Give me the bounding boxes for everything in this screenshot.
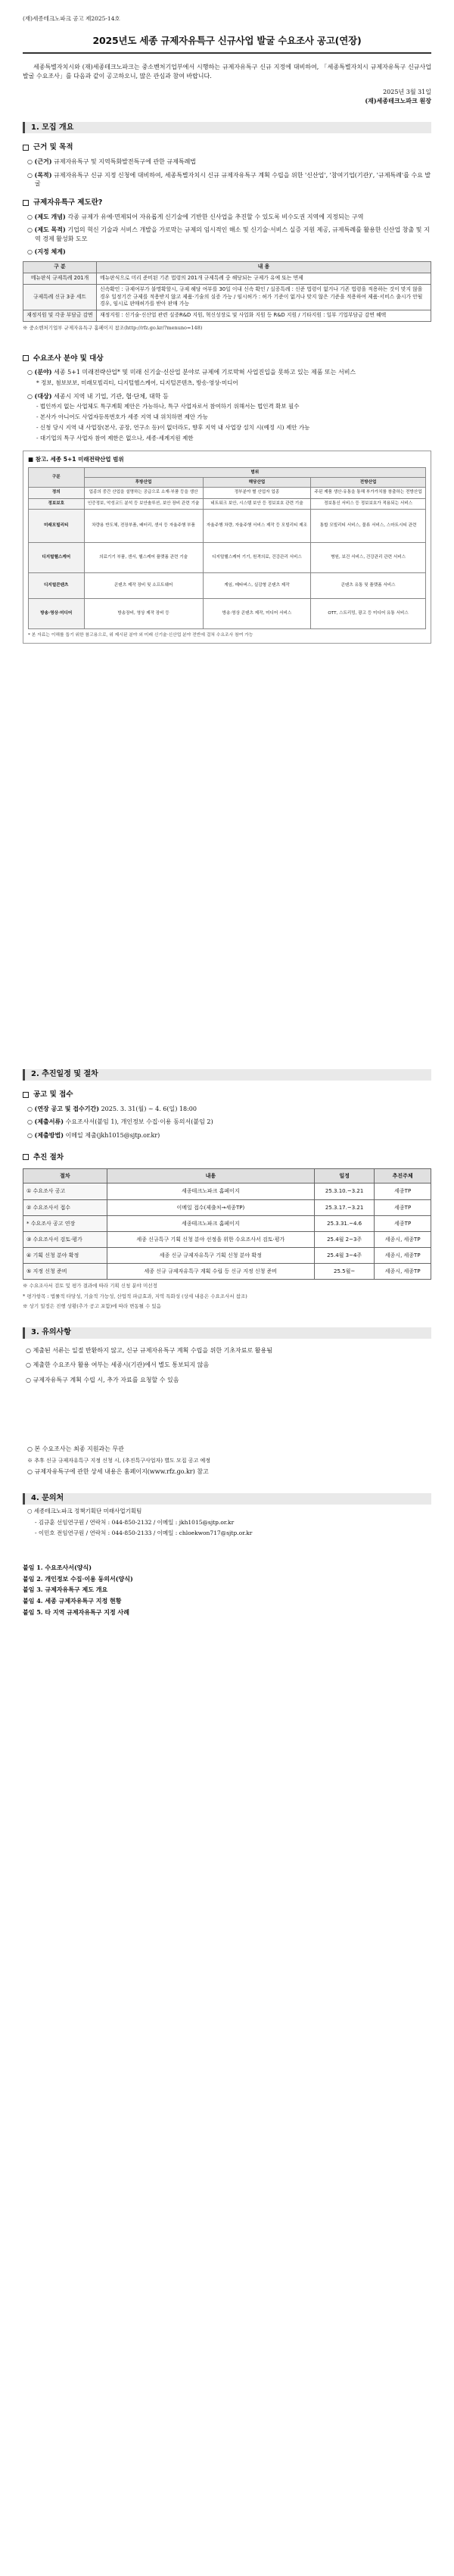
table-source-note: ※ 중소벤처기업부 규제자유특구 홈페이지 참조(http://rfz.go.kr/?menuno=148) (23, 325, 203, 332)
industry-reference-box: ■ 참고. 세종 5+1 미래전략산업 범위 구분 범위 후방산업 해당산업 전방산업 정의 업종의 중간 산업을 설명하는 공급으로 소재·부품 등을 생산 정부분야 별 산업자 업종 주된 제품 생산·유통을 통해 부가가치를 창출하는 전방산업 정보보호 인증정보, 악성코드 분석 등 보안솔루션, 보안 장비 관련 기술 네트워크 보안, 시스템 보안 등 정보보호 관련 기술 정보통신 서비스 등 정보보호가 적용되는 서비스 미래모빌리티 차량용 반도체, 전장부품, 배터리, 센서 등 자율주행 부품 자율주행 차량, 자율주행 서비스 제작 등 모빌리티 제조 통합 모빌리티 서비스, 물류 서비스, 스마트시티 관련 디지털헬스케어 의료기기 부품, 센서, 헬스케어 플랫폼 관련 기술 디지털헬스케어 기기, 원격의료, 건강관리 서비스 병원, 보건 서비스, 건강관리 관련 서비스 디지털콘텐츠 콘텐츠 제작 장비 및 소프트웨어 게임, 메타버스, 실감형 콘텐츠 제작 콘텐츠 유통 및 플랫폼 서비스 방송·영상·미디어 방송장비, 영상 제작 장비 등 방송·영상 콘텐츠 제작, 미디어 서비스 OTT, 스트리밍, 광고 등 미디어 유통 서비스 * 본 자료는 이해를 돕기 위한 참고용으로, 위 제시된 분야 외 미래 신기술·신산업 분야 전반에 걸쳐 수요조사 참여 가능 (23, 451, 431, 644)
procedure-note: * 평가항목 : 법률적 타당성, 기술적 가능성, 산업적 파급효과, 지역 특화성 (상세 내용은 수요조사서 참조) (23, 1293, 247, 1299)
table-row: ④ 기획 신청 분야 확정 세종 신규 규제자유특구 기획 신청 분야 확정 25.4월 3~4주 세종시, 세종TP (23, 1248, 431, 1264)
attachment-item[interactable]: 붙임 3. 규제자유특구 제도 개요 (23, 1586, 108, 1594)
attachments-list (23, 1564, 431, 1617)
attachment-item[interactable]: 붙임 1. 수요조사서(양식) (23, 1564, 92, 1572)
list-item: ○ (지정 체계) (27, 248, 66, 256)
table-row: 디지털콘텐츠 콘텐츠 제작 장비 및 소프트웨어 게임, 메타버스, 실감형 콘텐츠 제작 콘텐츠 유통 및 플랫폼 서비스 (29, 573, 426, 599)
demand-subheading: 수요조사 분야 및 대상 (23, 354, 431, 364)
definition-subheading: 규제자유특구 제도란? (23, 198, 431, 208)
list-item: ○ 규제자유특구 계획 수립 시, 추가 자료를 요청할 수 있음 (26, 1376, 179, 1383)
table-row: 정의 업종의 중간 산업을 설명하는 공급으로 소재·부품 등을 생산 정부분야 별 산업자 업종 주된 제품 생산·유통을 통해 부가가치를 창출하는 전방산업 (29, 487, 426, 498)
procedure-subheading: 추진 절차 (23, 1152, 431, 1163)
table-row: 규제특례 신규 3종 세트 신속확인 : 규제여부가 불명확할시, 규제 해당 여부를 30일 이내 신속 확인 / 실증특례 : 신준 법령이 없거나 기존 법령을 적용하는 것이 맞지 않을 경우 일정기간 규제를 적용받지 않고 제품·기술의 실증 가능 / 임시허가 : 허가 기준이 없거나 맞지 않은 기준을 적용하여 제품·서비스 출시가 안될 경우, 임시로 판매허가를 받아 판매 가능 (23, 284, 431, 310)
procedure-note: ※ 수요조사서 검토 및 평가 결과에 따라 기획 신청 분야 미선정 (23, 1283, 157, 1290)
list-item: ○ (분야) 세종 5+1 미래전략산업* 및 미래 신기술·신산업 분야로 규제에 기로막혀 사업진입을 못하고 있는 제품 또는 서비스 (27, 368, 356, 376)
table-row: ⑤ 지정 신청 준비 세종 신규 규제자유특구 계획 수립 등 신규 지정 신청 준비 25.5월~ 세종시, 세종TP (23, 1264, 431, 1280)
list-subitem: * 정보, 첨보보보, 미래모빌리티, 디지털헬스케어, 디지털콘텐츠, 방송·영상·미디어 (36, 379, 238, 386)
section-3-heading: 3. 유의사항 (23, 1327, 431, 1339)
table-row: 메뉴판식 규제특례 201개 메뉴판식으로 미리 준비된 기존 법령의 201개 규제특례 중 해당되는 규제가 유예 또는 면제 (23, 273, 431, 284)
list-subitem: - 본사가 아니어도 사업자등록번호가 세종 지역 내 위치하면 제안 가능 (36, 413, 208, 421)
system-table: 구 분 내 용 메뉴판식 규제특례 201개 메뉴판식으로 미리 준비된 기존 법령의 201개 규제특례 중 해당되는 규제가 유예 또는 면제 규제특례 신규 3종 세트 신속확인 : 규제여부가 불명확할시, 규제 해당 여부를 30일 이내 신속 확인 / 실증특례 : 신준 법령이 없거나 기존 법령을 적용하는 것이 맞지 않을 경우 일정기간 규제를 적용받지 않고 제품·기술의 실증 가능 / 임시허가 : 허가 기준이 없거나 맞지 않은 기준을 적용하여 제품·서비스 출시가 안될 경우, 임시로 판매허가를 받아 판매 가능 재정지원 및 각종 부담금 감면 재정지원 : 신기술·신산업 관련 실증R&D 지원, 혁신성장로 및 사업화 지원 등 R&D 지원 / 기타지원 : 일부 기업부담금 감면 혜택 (23, 261, 431, 322)
doc-number: (재)세종테크노파크 공고 제2025-14호 (23, 15, 120, 22)
issuing-org: (재)세종테크노파크 원장 (365, 96, 431, 104)
table-row: * 수요조사 공고 연장 세종테크노파크 홈페이지 25.3.31.~4.6 세종TP (23, 1215, 431, 1231)
box-footnote: * 본 자료는 이해를 돕기 위한 참고용으로, 위 제시된 분야 외 미래 신기술·신산업 분야 전반에 걸쳐 수요조사 참여 가능 (28, 633, 253, 638)
list-item: ○ 제출된 서류는 일절 반환하지 않고, 신규 규제자유특구 계획 수립을 위한 기초자료로 활용됨 (26, 1346, 272, 1354)
square-bullet-icon (23, 200, 29, 206)
table-row: 정보보호 인증정보, 악성코드 분석 등 보안솔루션, 보안 장비 관련 기술 네트워크 보안, 시스템 보안 등 정보보호 관련 기술 정보통신 서비스 등 정보보호가 적용되는 서비스 (29, 498, 426, 510)
square-bullet-icon (23, 355, 29, 361)
list-item: ○ (제출서류) 수요조사서(붙임 1), 개인정보 수집·이용 동의서(붙임 2) (27, 1118, 213, 1126)
announcement-date: 2025년 3월 31일 (383, 89, 431, 96)
section-1-heading: 1. 모집 개요 (23, 122, 431, 133)
list-item: - 김규훈 선임연구원 / 연락처 : 044-850-2132 / 이메일 : jkh1015@sjtp.or.kr (35, 1518, 235, 1526)
table-row: ② 수요조사서 접수 이메일 접수(제출처→세종TP) 25.3.17.~3.21 세종TP (23, 1199, 431, 1215)
attachment-item[interactable]: 붙임 2. 개인정보 수집·이용 동의서(양식) (23, 1574, 133, 1583)
list-item: ○ 규제자유특구에 관한 상세 내용은 홈페이지(www.rfz.go.kr) 참고 (27, 1468, 209, 1476)
apply-subheading: 공고 및 접수 (23, 1090, 431, 1100)
list-item: ○ (목적) 규제자유특구 신규 지정 신청에 대비하여, 세종특별자치시 신규 규제자유특구 계획 수립을 위한 '신산업', '참여기업(기관)', '규제특례'를 수요 발굴 (27, 170, 431, 188)
table-row: 재정지원 및 각종 부담금 감면 재정지원 : 신기술·신산업 관련 실증R&D 지원, 혁신성장로 및 사업화 지원 등 R&D 지원 / 기타지원 : 일부 기업부담금 감면 혜택 (23, 310, 431, 322)
list-item: ○ (대상) 세종시 지역 내 기업, 기관, 협·단체, 대학 등 (27, 391, 169, 400)
intro-paragraph: 세종특별자치시와 (재)세종테크노파크는 중소벤처기업부에서 시행하는 규제자유특구 신규 지정에 대비하여, 「세종특별자치시 규제자유특구 신규사업 발굴 수요조사」를 다음과 같이 공고하오니, 많은 관심과 참여 바랍니다. (23, 64, 431, 80)
list-item: ○ (제도 개념) 각종 규제가 유예·면제되어 자유롭게 신기술에 기반한 신사업을 추진할 수 있도록 비수도권 지역에 지정되는 구역 (27, 212, 364, 220)
list-item: ○ 본 수요조사는 최종 지원과는 무관 (27, 1445, 124, 1453)
list-subitem: - 대기업의 특구 사업자 참여 제한은 없으나, 세종·세계지원 제한 (36, 435, 194, 441)
section-4-heading: 4. 문의처 (23, 1493, 431, 1505)
list-item: ○ (제출방법) 이메일 제출(jkh1015@sjtp.or.kr) (27, 1131, 160, 1139)
contact-list (23, 1508, 431, 1539)
procedure-note: ※ 상기 일정은 진행 상황(추가 공고 포함)에 따라 변동될 수 있음 (23, 1303, 161, 1310)
square-bullet-icon (23, 145, 29, 151)
table-row: ① 수요조사 공고 세종테크노파크 홈페이지 25.3.10.~3.21 세종TP (23, 1184, 431, 1199)
procedure-table: 절차 내용 일정 추진주체 ① 수요조사 공고 세종테크노파크 홈페이지 25.3.10.~3.21 세종TP ② 수요조사서 접수 이메일 접수(제출처→세종TP) 25.3.17.~3.21 세종TP * 수요조사 공고 연장 세종테크노파크 홈페이지 25.3.31.~4.6 세종TP ③ 수요조사서 검토·평가 세종 신규특구 기획 신청 분야 선정을 위한 수요조사서 검토·평가 25.4월 2~3주 세종시, 세종TP ④ 기획 신청 분야 확정 세종 신규 규제자유특구 기획 신청 분야 확정 25.4월 3~4주 세종시, 세종TP ⑤ 지정 신청 준비 세종 신규 규제자유특구 계획 수립 등 신규 지정 신청 준비 25.5월~ 세종시, 세종TP (23, 1168, 431, 1280)
page-title: 2025년도 세종 규제자유특구 신규사업 발굴 수요조사 공고(연장) (92, 34, 362, 46)
section-2-heading: 2. 추진일정 및 절차 (23, 1069, 431, 1081)
attachment-item[interactable]: 붙임 4. 세종 규제자유특구 지정 현황 (23, 1597, 122, 1605)
table-row: 방송·영상·미디어 방송장비, 영상 제작 장비 등 방송·영상 콘텐츠 제작, 미디어 서비스 OTT, 스트리밍, 광고 등 미디어 유통 서비스 (29, 599, 426, 629)
table-row: 디지털헬스케어 의료기기 부품, 센서, 헬스케어 플랫폼 관련 기술 디지털헬스케어 기기, 원격의료, 건강관리 서비스 병원, 보건 서비스, 건강관리 관련 서비스 (29, 543, 426, 573)
caution-list (23, 1346, 431, 1385)
list-subitem: - 신청 당시 지역 내 사업장(본사, 공장, 연구소 등)이 없더라도, 향후 지역 내 사업장 설치 시(예정 시) 제안 가능 (36, 424, 310, 432)
list-item: - 이민호 전임연구원 / 연락처 : 044-850-2133 / 이메일 : chloekwon717@sjtp.or.kr (35, 1530, 253, 1537)
list-subitem: - 법인까지 없는 사업체도 특구계획 제안은 가능하나, 특구 사업자로서 참여하기 위해서는 법인격 확보 필수 (36, 403, 300, 410)
final-notes (23, 1445, 431, 1476)
industry-table: 구분 범위 후방산업 해당산업 전방산업 정의 업종의 중간 산업을 설명하는 공급으로 소재·부품 등을 생산 정부분야 별 산업자 업종 주된 제품 생산·유통을 통해 부가가치를 창출하는 전방산업 정보보호 인증정보, 악성코드 분석 등 보안솔루션, 보안 장비 관련 기술 네트워크 보안, 시스템 보안 등 정보보호 관련 기술 정보통신 서비스 등 정보보호가 적용되는 서비스 미래모빌리티 차량용 반도체, 전장부품, 배터리, 센서 등 자율주행 부품 자율주행 차량, 자율주행 서비스 제작 등 모빌리티 제조 통합 모빌리티 서비스, 물류 서비스, 스마트시티 관련 디지털헬스케어 의료기기 부품, 센서, 헬스케어 플랫폼 관련 기술 디지털헬스케어 기기, 원격의료, 건강관리 서비스 병원, 보건 서비스, 건강관리 관련 서비스 디지털콘텐츠 콘텐츠 제작 장비 및 소프트웨어 게임, 메타버스, 실감형 콘텐츠 제작 콘텐츠 유통 및 플랫폼 서비스 방송·영상·미디어 방송장비, 영상 제작 장비 등 방송·영상 콘텐츠 제작, 미디어 서비스 OTT, 스트리밍, 광고 등 미디어 유통 서비스 (28, 467, 426, 629)
square-bullet-icon (23, 1092, 29, 1098)
table-row: ③ 수요조사서 검토·평가 세종 신규특구 기획 신청 분야 선정을 위한 수요조사서 검토·평가 25.4월 2~3주 세종시, 세종TP (23, 1231, 431, 1247)
attachment-item[interactable]: 붙임 5. 타 지역 규제자유특구 지정 사례 (23, 1608, 129, 1616)
list-item: ※ 추후 신규 규제자유특구 지정 신청 시, (추진특구사업자) 별도 모집 공고 예정 (27, 1457, 211, 1464)
table-row: 미래모빌리티 차량용 반도체, 전장부품, 배터리, 센서 등 자율주행 부품 자율주행 차량, 자율주행 서비스 제작 등 모빌리티 제조 통합 모빌리티 서비스, 물류 서비스, 스마트시티 관련 (29, 510, 426, 543)
square-bullet-icon (23, 1154, 29, 1160)
list-item: ○ (근거) 규제자유특구 및 지역특화발전특구에 관한 규제특례법 (27, 157, 197, 166)
list-item: ○ (제도 목적) 기업의 혁신 기술과 서비스 개발을 가로막는 규제의 임시적인 해소 및 신기술·서비스 실증 지원 제공, 규제특례를 활용한 신산업 창출 및 지역 경제 활성화 도모 (27, 226, 430, 242)
title-divider (23, 52, 431, 54)
list-item: ○ 세종테크노파크 정책기획단 미래사업기획팀 (27, 1507, 142, 1514)
list-item: ○ (연장 공고 및 접수기간) 2025. 3. 31(월) ~ 4. 6(일) 18:00 (27, 1104, 197, 1112)
law-subheading: 근거 및 목적 (23, 142, 431, 153)
list-item: ○ 제출한 수요조사 활용 여부는 세종시(기관)에서 별도 통보되지 않음 (26, 1361, 210, 1369)
